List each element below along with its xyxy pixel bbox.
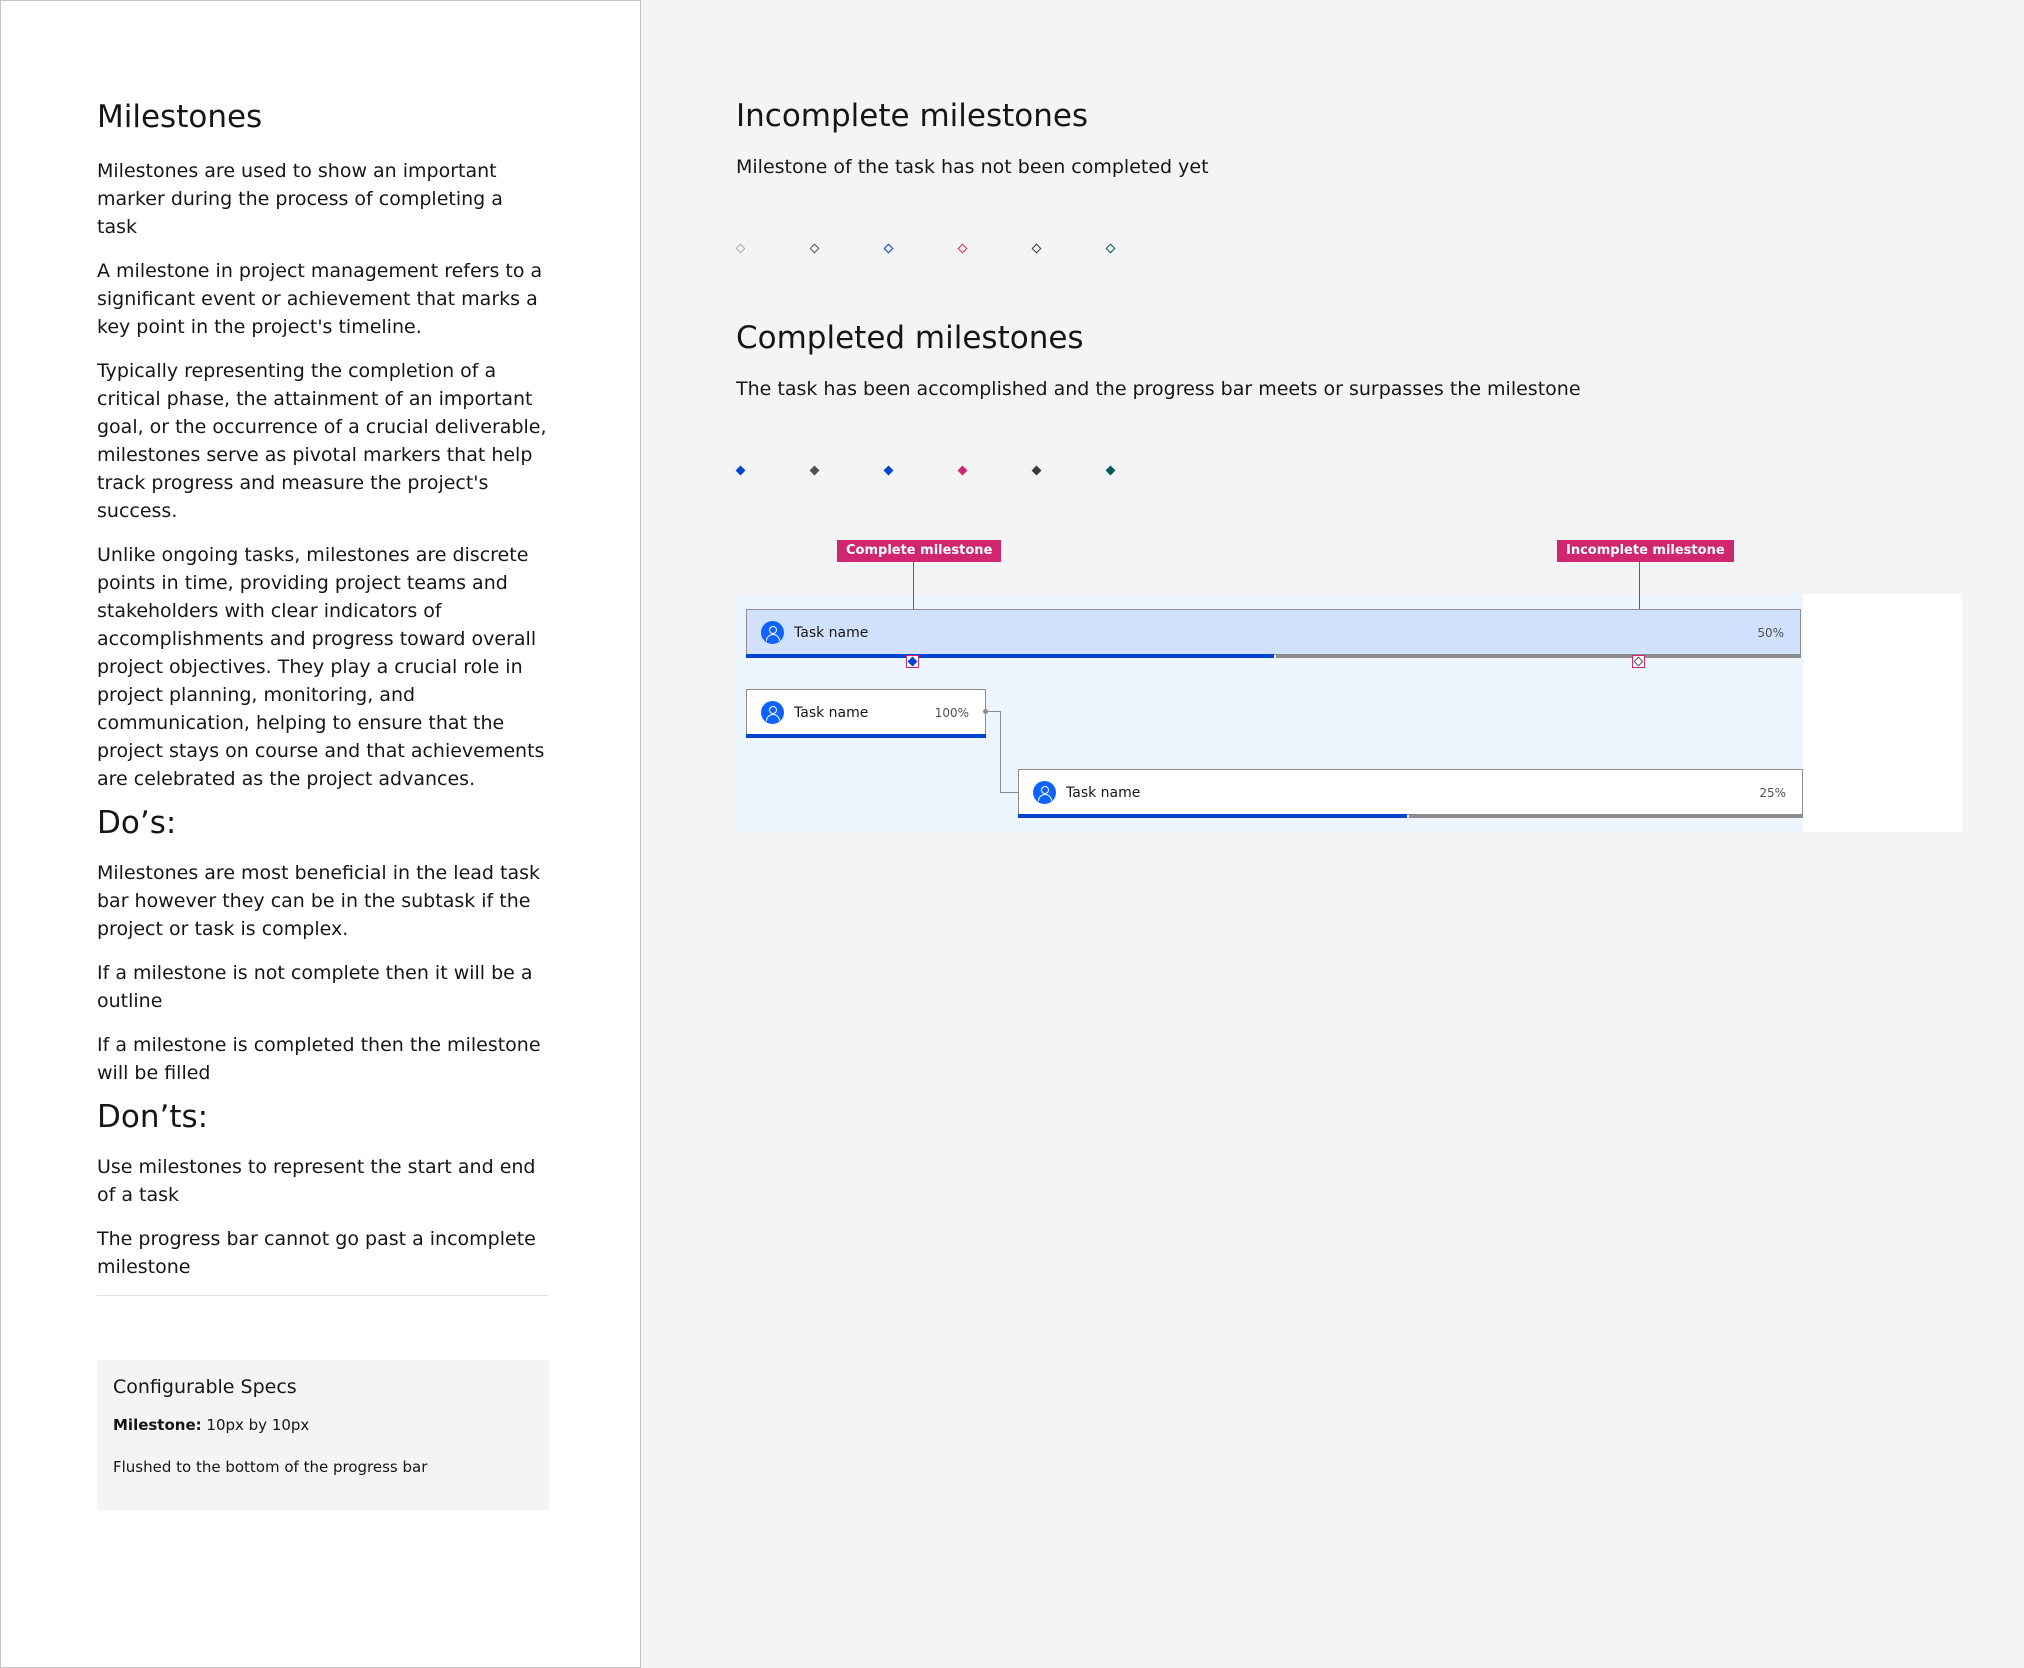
dos-heading: Do’s: <box>97 805 177 841</box>
outline-diamond-icon <box>884 244 894 254</box>
dos-item: If a milestone is completed then the milestone will be filled <box>97 1034 541 1084</box>
progress-bar-complete <box>1018 814 1407 818</box>
specs-milestone-label: Milestone: <box>113 1416 202 1434</box>
specs-title: Configurable Specs <box>113 1376 297 1398</box>
dependency-connector <box>1000 711 1001 792</box>
filled-diamond-icon <box>1106 466 1116 476</box>
filled-diamond-icon <box>810 466 820 476</box>
specs-card <box>97 1360 549 1510</box>
filled-diamond-icon <box>958 466 968 476</box>
subtask-bar[interactable] <box>1018 769 1803 815</box>
incomplete-milestone-marker[interactable] <box>1632 655 1645 668</box>
completed-description: The task has been accomplished and the progress bar meets or surpasses the milestone <box>736 378 1581 400</box>
progress-bar-complete <box>746 734 986 738</box>
progress-bar-remaining <box>1276 654 1801 658</box>
filled-diamond-icon <box>1032 466 1042 476</box>
dos-item: Milestones are most beneficial in the lead task bar however they can be in the subtask if the project or task is complex. <box>97 862 540 940</box>
dos-item: If a milestone is not complete then it will be a outline <box>97 962 533 1012</box>
complete-milestone-tag: Complete milestone <box>837 540 1001 562</box>
task-name: Task name <box>794 705 869 721</box>
task-percent: 50% <box>1757 626 1784 640</box>
dependency-connector <box>1000 792 1019 793</box>
task-name: Task name <box>1066 785 1141 801</box>
left-panel <box>0 0 641 1668</box>
gantt-empty-area <box>1803 594 1962 832</box>
donts-heading: Don’ts: <box>97 1099 209 1135</box>
page-title: Milestones <box>97 99 263 135</box>
outline-diamond-icon <box>1106 244 1116 254</box>
task-percent: 100% <box>934 706 969 720</box>
filled-diamond-icon <box>736 466 746 476</box>
divider <box>97 1295 549 1296</box>
paragraph: Typically representing the completion of a critical phase, the attainment of an important goal, or the occurrence of a crucial deliverable, milestones serve as pivotal markers that help track progress and measure the project's success. <box>97 360 547 522</box>
outline-diamond-icon <box>958 244 968 254</box>
left-content <box>97 97 548 1297</box>
connector-dot-icon <box>983 709 988 714</box>
outline-diamond-icon <box>810 244 820 254</box>
subtask-bar[interactable] <box>746 689 986 735</box>
complete-milestone-marker[interactable] <box>906 655 919 668</box>
incomplete-title: Incomplete milestones <box>736 98 1089 134</box>
task-percent: 25% <box>1759 786 1786 800</box>
incomplete-description: Milestone of the task has not been completed yet <box>736 156 1209 178</box>
donts-item: Use milestones to represent the start and end of a task <box>97 1156 536 1206</box>
paragraph: Unlike ongoing tasks, milestones are discrete points in time, providing project teams and stakeholders with clear indicators of accomplishments and progress toward overall project objectives. They play a crucial role in project planning, monitoring, and communication, helping to ensure that the project stays on course and that achievements are celebrated as the project advances. <box>97 544 545 790</box>
progress-bar-remaining <box>1409 814 1803 818</box>
outline-diamond-icon <box>1032 244 1042 254</box>
filled-diamond-icon <box>908 657 918 667</box>
incomplete-milestone-tag: Incomplete milestone <box>1557 540 1734 562</box>
task-name: Task name <box>794 625 869 641</box>
filled-diamond-icon <box>884 466 894 476</box>
outline-diamond-icon <box>1634 657 1644 667</box>
lead-task-bar[interactable] <box>746 609 1801 655</box>
specs-note: Flushed to the bottom of the progress bar <box>113 1458 428 1476</box>
outline-diamond-icon <box>736 244 746 254</box>
specs-milestone <box>113 1416 533 1434</box>
paragraph: A milestone in project management refers to a significant event or achievement that marks a key point in the project's timeline. <box>97 260 543 338</box>
completed-title: Completed milestones <box>736 320 1084 356</box>
user-avatar-icon <box>1033 781 1056 804</box>
user-avatar-icon <box>761 701 784 724</box>
user-avatar-icon <box>761 621 784 644</box>
progress-bar-complete <box>746 654 1274 658</box>
paragraph: Milestones are used to show an important marker during the process of completing a task <box>97 160 503 238</box>
specs-milestone-value: 10px by 10px <box>201 1416 310 1434</box>
donts-item: The progress bar cannot go past a incomplete milestone <box>97 1228 536 1278</box>
